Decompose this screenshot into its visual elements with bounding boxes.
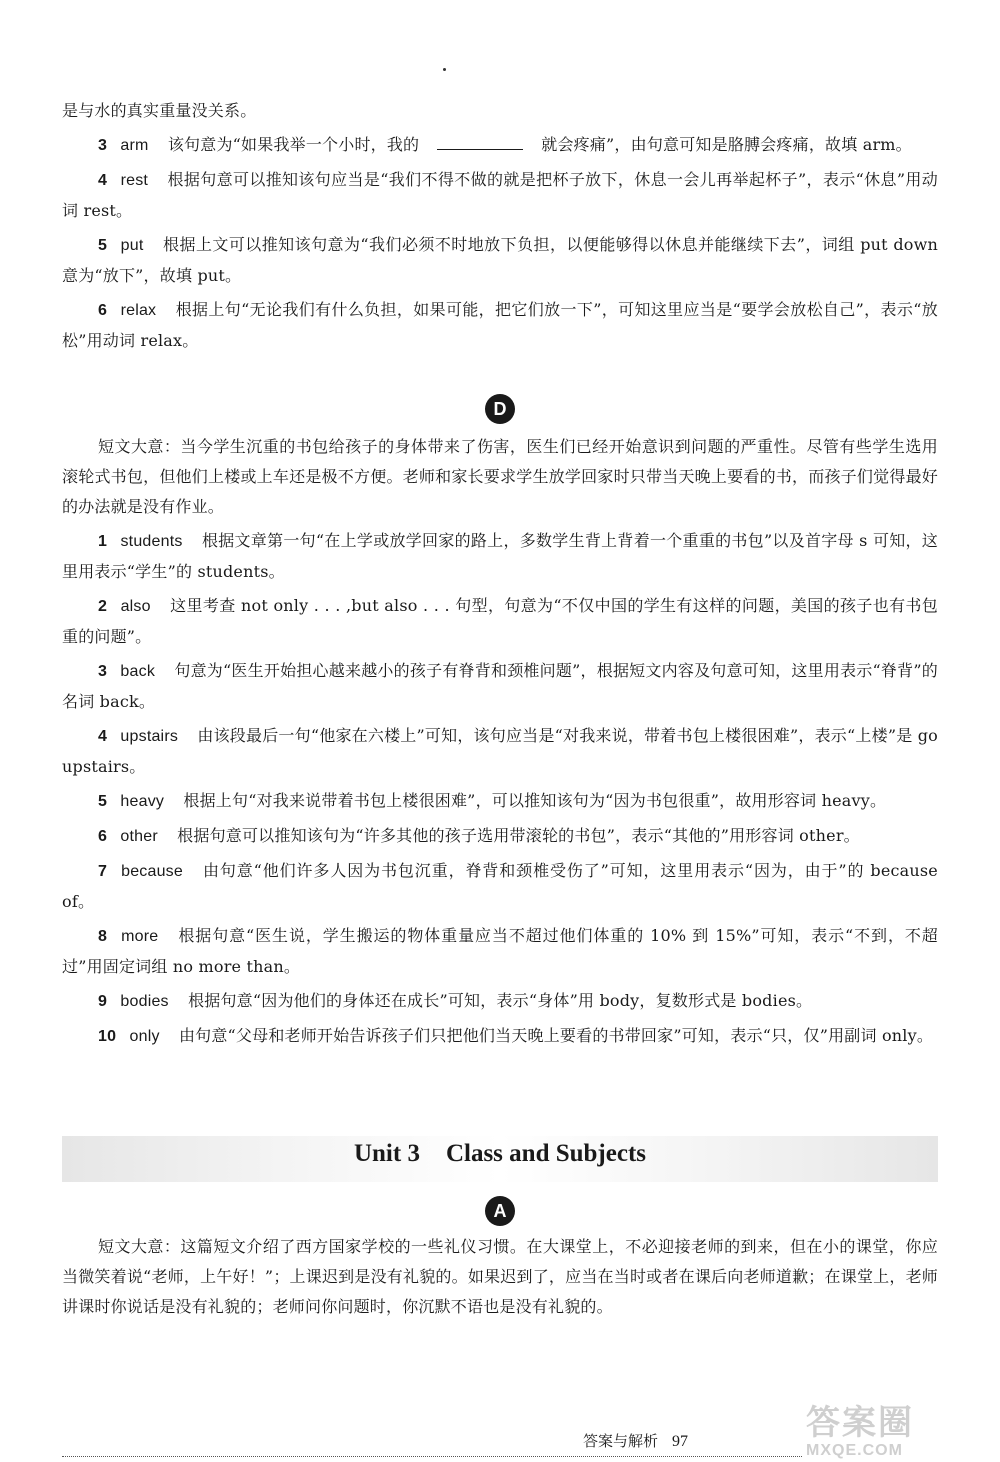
answer-explanation: 根据句意“医生说，学生搬运的物体重量应当不超过他们体重的 10% 到 15%”可知，表示“不到，不超过”用固定词组 no more than。	[62, 926, 938, 976]
answer-item	[62, 526, 938, 587]
answer-word: arm	[120, 137, 149, 154]
answer-explanation: 根据上文可以推知该句意为“我们必须不时地放下负担，以便能够得以休息并能继续下去”，词组 put down 意为“放下”，故填 put。	[62, 235, 938, 285]
section-a-badge: A	[485, 1196, 515, 1226]
answer-explanation: 根据句意可以推知该句为“许多其他的孩子选用带滚轮的书包”，表示“其他的”用形容词 other。	[177, 826, 860, 845]
answer-item	[62, 165, 938, 226]
answer-word: also	[120, 598, 151, 615]
answer-number: 8	[98, 928, 108, 945]
answer-explanation: 根据上句“无论我们有什么负担，如果可能，把它们放一下”，可知这里应当是“要学会放松自己”，表示“放松”用动词 relax。	[62, 300, 938, 350]
unit-title-text: Class and Subjects	[445, 1140, 647, 1167]
watermark-logo	[806, 1404, 986, 1462]
page-content	[62, 0, 938, 1056]
answer-number: 6	[98, 302, 108, 319]
answer-explanation: 句意为“医生开始担心越来越小的孩子有脊背和颈椎问题”，根据短文内容及句意可知，这里用表示“脊背”的名词 back。	[62, 661, 938, 711]
answer-number: 6	[98, 828, 108, 845]
section-d-summary: 短文大意：当今学生沉重的书包给孩子的身体带来了伤害，医生们已经开始意识到问题的严重性。尽管有些学生选用滚轮式书包，但他们上楼或上车还是极不方便。老师和家长要求学生放学回家时只带当天晚上要看的书，而孩子们觉得最好的办法就是没有作业。	[62, 437, 938, 516]
section-d-badge: D	[485, 394, 515, 424]
answer-item	[62, 656, 938, 717]
answer-explanation: 该句意为“如果我举一个小时，我的	[167, 135, 420, 154]
answer-word: bodies	[120, 993, 169, 1010]
answer-item	[62, 786, 938, 817]
unit-heading	[0, 1140, 1000, 1168]
answer-explanation: 根据文章第一句“在上学或放学回家的路上，多数学生背上背着一个重重的书包”以及首字母 s 可知，这里用表示“学生”的 students。	[62, 531, 938, 581]
answer-number: 1	[98, 533, 108, 550]
answer-number: 3	[98, 137, 108, 154]
answer-word: relax	[120, 302, 157, 319]
answer-word: other	[120, 828, 158, 845]
answer-item	[62, 591, 938, 652]
answer-number: 5	[98, 793, 108, 810]
watermark-text: 答案圈	[806, 1404, 914, 1442]
footer-divider	[62, 1456, 802, 1457]
answer-word: because	[121, 863, 183, 880]
page-footer	[583, 1430, 688, 1451]
answer-item	[62, 1021, 938, 1052]
answer-item	[62, 721, 938, 782]
answer-number: 9	[98, 993, 108, 1010]
watermark-url: MXQE.COM	[806, 1442, 903, 1459]
answer-number: 7	[98, 863, 108, 880]
answer-number: 3	[98, 663, 108, 680]
answer-number: 2	[98, 598, 108, 615]
answer-explanation: 这里考查 not only . . . ,but also . . . 句型，句意为“不仅中国的学生有这样的问题，美国的孩子也有书包重的问题”。	[62, 596, 938, 646]
answer-item	[62, 821, 938, 852]
answer-explanation: 由该段最后一句“他家在六楼上”可知，该句应当是“对我来说，带着书包上楼很困难”，表示“上楼”是 go upstairs。	[62, 726, 938, 776]
section-c-lead: 是与水的真实重量没关系。	[62, 101, 257, 120]
answer-word: more	[121, 928, 159, 945]
answer-word: upstairs	[120, 728, 179, 745]
answer-item	[62, 295, 938, 356]
answer-number: 4	[98, 728, 108, 745]
section-a	[62, 1196, 938, 1326]
answer-word: heavy	[120, 793, 165, 810]
fill-blank	[437, 135, 523, 150]
page-number: 97	[672, 1433, 689, 1450]
answer-word: back	[120, 663, 156, 680]
answer-explanation: 根据上句“对我来说带着书包上楼很困难”，可以推知该句为“因为书包很重”，故用形容词 heavy。	[183, 791, 887, 810]
answer-item	[62, 986, 938, 1017]
answer-item	[62, 856, 938, 917]
answer-word: students	[120, 533, 183, 550]
answer-number: 4	[98, 172, 108, 189]
answer-item	[62, 230, 938, 291]
answer-word: only	[129, 1028, 160, 1045]
answer-explanation: 由句意“父母和老师开始告诉孩子们只把他们当天晚上要看的书带回家”可知，表示“只，仅”用副词 only。	[178, 1026, 934, 1045]
unit-label: Unit 3	[353, 1140, 420, 1167]
answer-explanation: 根据句意“因为他们的身体还在成长”可知，表示“身体”用 body，复数形式是 bodies。	[188, 991, 813, 1010]
answer-explanation: 根据句意可以推知该句应当是“我们不得不做的就是把杯子放下，休息一会儿再举起杯子”，表示“休息”用动词 rest。	[62, 170, 938, 220]
answer-explanation: 由句意“他们许多人因为书包沉重，脊背和颈椎受伤了”可知，这里用表示“因为，由于”的 because of。	[62, 861, 938, 911]
answer-number: 5	[98, 237, 108, 254]
answer-explanation-cont: 就会疼痛”，由句意可知是胳膊会疼痛，故填 arm。	[541, 135, 912, 154]
answer-number: 10	[98, 1028, 117, 1045]
answer-item	[62, 921, 938, 982]
footer-label: 答案与解析	[583, 1432, 659, 1450]
section-a-summary: 短文大意：这篇短文介绍了西方国家学校的一些礼仪习惯。在大课堂上，不必迎接老师的到来，但在小的课堂，你应当微笑着说“老师，上午好！”；上课迟到是没有礼貌的。如果迟到了，应当在当时或者在课后向老师道歉；在课堂上，老师讲课时你说话是没有礼貌的；老师问你问题时，你沉默不语也是没有礼貌的。	[62, 1237, 938, 1316]
answer-item	[62, 130, 938, 161]
answer-word: rest	[120, 172, 149, 189]
answer-word: put	[120, 237, 144, 254]
